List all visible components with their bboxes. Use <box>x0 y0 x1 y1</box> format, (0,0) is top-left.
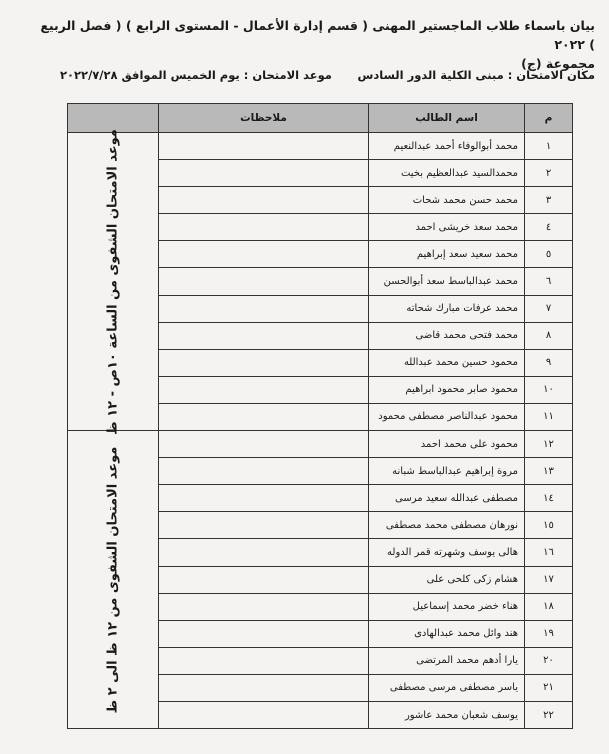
row-number: ١٩ <box>525 620 573 647</box>
notes-cell <box>159 403 369 430</box>
document-title <box>35 16 595 73</box>
row-number: ١ <box>525 133 573 160</box>
student-name: محمد عبدالباسط سعد أبوالحسن <box>369 268 525 295</box>
table-header-row <box>68 104 573 133</box>
row-number: ٢٢ <box>525 701 573 728</box>
student-name: محمد أبوالوفاء أحمد عبدالنعيم <box>369 133 525 160</box>
row-number: ١٤ <box>525 485 573 512</box>
row-number: ١٦ <box>525 539 573 566</box>
row-number: ٧ <box>525 295 573 322</box>
table-body <box>68 128 573 729</box>
notes-cell <box>159 268 369 295</box>
student-name: يارا أدهم محمد المرتضى <box>369 647 525 674</box>
student-name: محمود حسين محمد عبدالله <box>369 349 525 376</box>
student-name: مصطفى عبدالله سعيد مرسى <box>369 485 525 512</box>
notes-cell <box>159 160 369 187</box>
students-table <box>67 103 573 729</box>
row-number: ٢٠ <box>525 647 573 674</box>
row-number: ١٢ <box>525 431 573 458</box>
row-number: ١١ <box>525 403 573 430</box>
student-name: هالى يوسف وشهرته قمر الدوله <box>369 539 525 566</box>
notes-cell <box>159 187 369 214</box>
notes-cell <box>159 485 369 512</box>
student-name: هند وائل محمد عبدالهادى <box>369 620 525 647</box>
notes-cell <box>159 674 369 701</box>
exam-time-slot <box>68 431 159 729</box>
student-name: نورهان مصطفى محمد مصطفى <box>369 512 525 539</box>
student-name: محمد فتحى محمد قاضى <box>369 322 525 349</box>
notes-cell <box>159 349 369 376</box>
student-name: محمد عرفات مبارك شحاته <box>369 295 525 322</box>
notes-cell <box>159 376 369 403</box>
notes-cell <box>159 458 369 485</box>
exam-time-label: موعد الامتحان الشفوى من الساعة ١٠ص - ١٢ ظ <box>105 128 121 435</box>
row-number: ٨ <box>525 322 573 349</box>
row-number: ٤ <box>525 214 573 241</box>
notes-cell <box>159 701 369 728</box>
student-name: محمد حسن محمد شحات <box>369 187 525 214</box>
student-name: محمد سعد خريشى احمد <box>369 214 525 241</box>
notes-cell <box>159 539 369 566</box>
student-name: مروة إبراهيم عبدالباسط شبانه <box>369 458 525 485</box>
exam-date: موعد الامتحان : يوم الخميس الموافق ٢٠٢٢/٧/٢٨ <box>60 68 332 82</box>
row-number: ٢ <box>525 160 573 187</box>
notes-cell <box>159 322 369 349</box>
notes-cell <box>159 214 369 241</box>
notes-cell <box>159 566 369 593</box>
header-num: م <box>525 104 573 133</box>
notes-cell <box>159 431 369 458</box>
student-name: يوسف شعبان محمد عاشور <box>369 701 525 728</box>
row-number: ١٨ <box>525 593 573 620</box>
notes-cell <box>159 593 369 620</box>
student-name: محمدالسيد عبدالعظيم بخيت <box>369 160 525 187</box>
row-number: ١٥ <box>525 512 573 539</box>
notes-cell <box>159 295 369 322</box>
notes-cell <box>159 512 369 539</box>
student-name: محمد سعيد سعد إبراهيم <box>369 241 525 268</box>
row-number: ١٠ <box>525 376 573 403</box>
exam-time-slot <box>68 128 159 435</box>
notes-cell <box>159 647 369 674</box>
exam-info <box>60 68 595 86</box>
row-number: ٦ <box>525 268 573 295</box>
student-name: محمود على محمد احمد <box>369 431 525 458</box>
student-name: محمود عبدالناصر مصطفى محمود <box>369 403 525 430</box>
row-number: ٢١ <box>525 674 573 701</box>
row-number: ١٣ <box>525 458 573 485</box>
table-row <box>68 431 573 458</box>
student-name: محمود صابر محمود ابراهيم <box>369 376 525 403</box>
row-number: ٥ <box>525 241 573 268</box>
title-line-2: مجموعة (ج) <box>521 56 595 71</box>
header-name: اسم الطالب <box>369 104 525 133</box>
exam-place: مكان الامتحان : مبنى الكلية الدور السادس <box>357 68 595 82</box>
notes-cell <box>159 241 369 268</box>
student-name: هناء خضر محمد إسماعيل <box>369 593 525 620</box>
student-name: هشام زكى كلحى على <box>369 566 525 593</box>
exam-time-label: موعد الامتحان الشفوى من ١٢ ظ الى ٢ ظ <box>105 446 121 713</box>
header-notes: ملاحظات <box>159 104 369 133</box>
row-number: ١٧ <box>525 566 573 593</box>
notes-cell <box>159 620 369 647</box>
notes-cell <box>159 133 369 160</box>
table-row <box>68 133 573 160</box>
title-line-1: بيان باسماء طلاب الماجستير المهنى ( قسم إدارة الأعمال - المستوى الرابع ) ( فصل الربيع ) ٢٠٢٢ <box>40 18 595 52</box>
row-number: ٣ <box>525 187 573 214</box>
student-name: ياسر مصطفى مرسى مصطفى <box>369 674 525 701</box>
row-number: ٩ <box>525 349 573 376</box>
